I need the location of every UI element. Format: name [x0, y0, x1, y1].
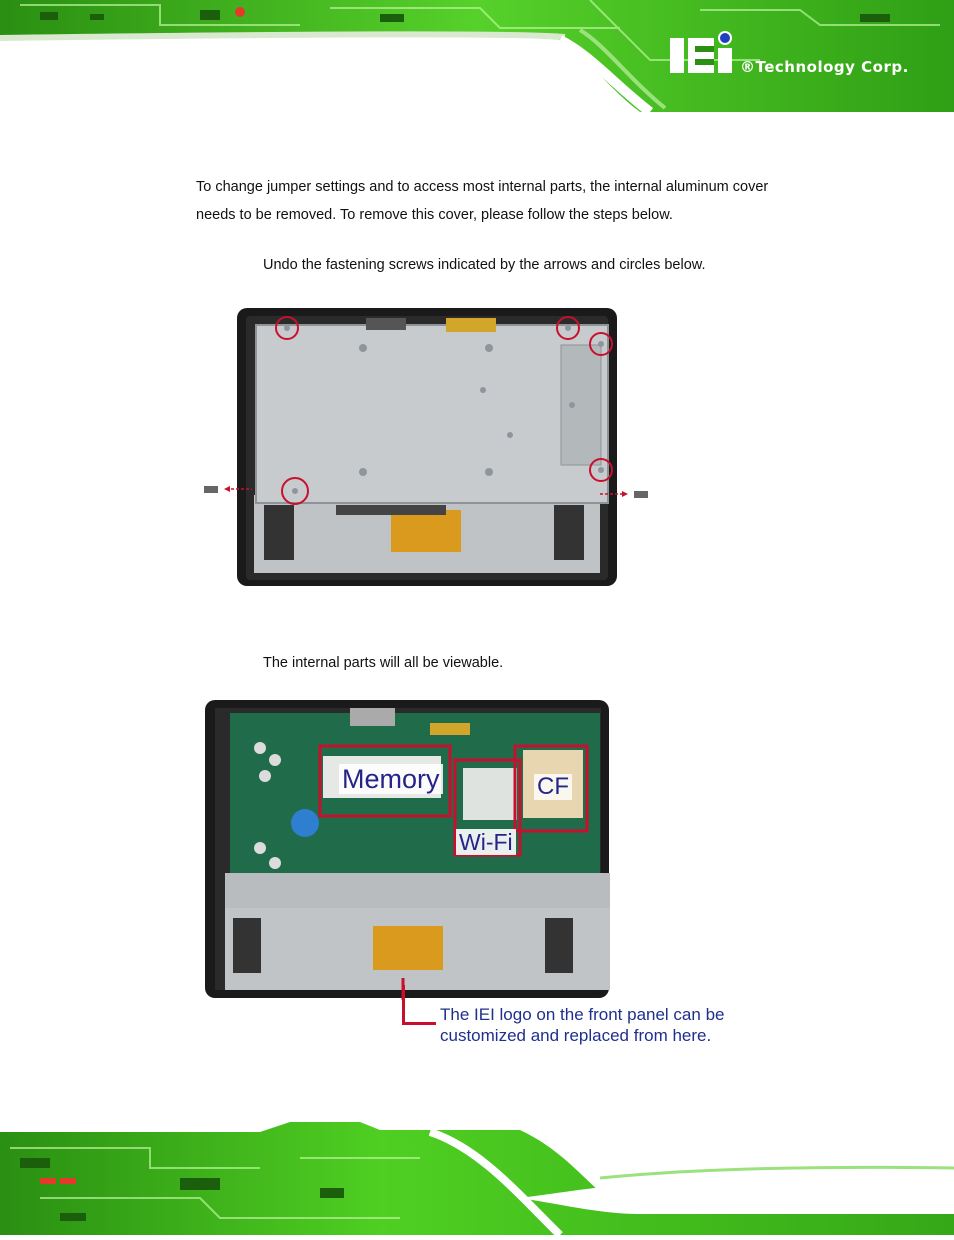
logo-note-line-2: customized and replaced from here.: [440, 1026, 712, 1045]
wifi-label: Wi-Fi: [456, 829, 516, 855]
cf-label: CF: [534, 774, 572, 800]
header-banner: [0, 0, 954, 112]
logo-note: [440, 1004, 724, 1046]
logo-callout-vertical: [402, 985, 405, 1025]
page-header: [0, 0, 954, 112]
internal-photo: [205, 698, 615, 1000]
intro-line-2: needs to be removed. To remove this cover, please follow the steps below.: [196, 207, 673, 223]
logo-callout-horizontal: [402, 1022, 436, 1025]
company-name: ®Technology Corp.: [740, 58, 909, 76]
intro-paragraph: [196, 173, 836, 229]
logo-note-line-1: The IEI logo on the front panel can be: [440, 1005, 725, 1024]
intro-line-1: To change jumper settings and to access most internal parts, the internal aluminum cover: [196, 179, 769, 195]
cover-photo: [196, 300, 656, 590]
page-footer: [0, 1118, 954, 1235]
iei-logo: [668, 30, 738, 75]
memory-label: Memory: [339, 764, 443, 794]
footer-banner: [0, 1118, 954, 1235]
step-1-text: Undo the fastening screws indicated by the arrows and circles below.: [263, 257, 706, 273]
step-2-text: The internal parts will all be viewable.: [263, 655, 504, 671]
